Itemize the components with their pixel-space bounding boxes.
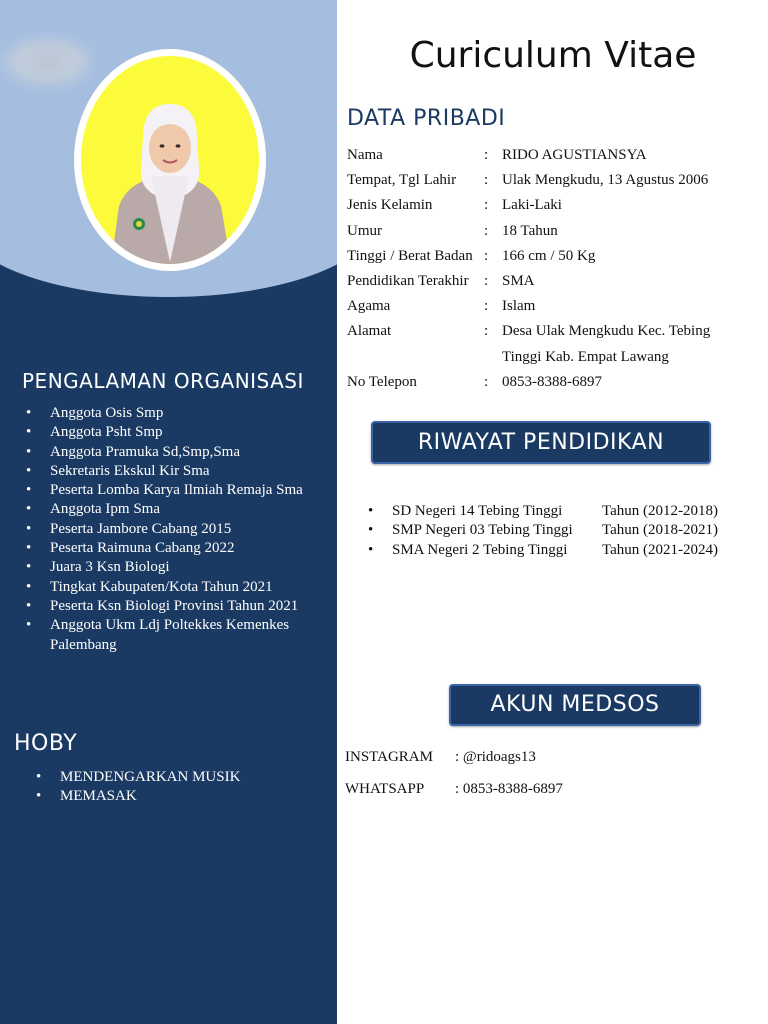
list-item: • Peserta Ksn Biologi Provinsi Tahun 2021 bbox=[22, 597, 322, 616]
data-value: 0853-8388-6897 bbox=[502, 373, 602, 390]
list-item: • Anggota Ipm Sma bbox=[22, 500, 322, 519]
medsos-table bbox=[345, 745, 563, 809]
data-separator: : bbox=[484, 323, 489, 340]
data-value: RIDO AGUSTIANSYA bbox=[502, 147, 647, 163]
riwayat-pendidikan-title: RIWAYAT PENDIDIKAN bbox=[371, 421, 711, 464]
list-item: • Anggota Pramuka Sd,Smp,Sma bbox=[22, 443, 322, 462]
data-separator: : bbox=[484, 172, 489, 189]
akun-medsos-title: AKUN MEDSOS bbox=[449, 684, 701, 726]
list-item bbox=[364, 541, 744, 560]
school-name: • SD Negeri 14 Tebing Tinggi bbox=[392, 503, 563, 519]
data-row-nama bbox=[347, 143, 747, 168]
data-separator: : bbox=[484, 298, 489, 315]
data-label: Pendidikan Terakhir bbox=[347, 273, 469, 290]
school-name: • SMP Negeri 03 Tebing Tinggi bbox=[392, 522, 573, 539]
data-value: Islam bbox=[502, 298, 536, 315]
list-item: • Peserta Raimuna Cabang 2022 bbox=[22, 539, 322, 558]
data-label: No Telepon bbox=[347, 373, 417, 390]
pendidikan-list bbox=[364, 502, 744, 560]
list-item bbox=[364, 502, 744, 521]
page-title: Curiculum Vitae bbox=[409, 35, 697, 76]
data-value: Laki-Laki bbox=[502, 197, 562, 214]
blurred-mark bbox=[0, 36, 95, 88]
list-item: • MENDENGARKAN MUSIK bbox=[32, 768, 322, 787]
medsos-value: : @ridoags13 bbox=[455, 749, 536, 765]
data-label: Alamat bbox=[347, 323, 392, 340]
data-value: Ulak Mengkudu, 13 Agustus 2006 bbox=[502, 172, 709, 189]
list-item: • Anggota Ukm Ldj Poltekkes Kemenkes Palembang bbox=[22, 616, 322, 655]
data-label: Jenis Kelamin bbox=[347, 197, 433, 214]
list-item: • Juara 3 Ksn Biologi bbox=[22, 558, 322, 577]
medsos-value: : 0853-8388-6897 bbox=[455, 781, 563, 797]
data-pribadi-table bbox=[347, 143, 747, 395]
hoby-title: HOBY bbox=[14, 731, 78, 756]
list-item: • MEMASAK bbox=[32, 787, 322, 806]
school-year: Tahun (2018-2021) bbox=[602, 522, 719, 539]
medsos-label: INSTAGRAM bbox=[345, 749, 433, 765]
list-item: • Anggota Osis Smp bbox=[22, 404, 322, 423]
medsos-label: WHATSAPP bbox=[345, 781, 425, 797]
data-value: Desa Ulak Mengkudu Kec. Tebing Tinggi Kab. Empat Lawang bbox=[502, 323, 711, 365]
organisasi-list bbox=[22, 404, 322, 655]
person-portrait-icon bbox=[81, 56, 259, 264]
list-item: • Tingkat Kabupaten/Kota Tahun 2021 bbox=[22, 578, 322, 597]
data-row-alamat bbox=[347, 319, 747, 369]
data-label: Tinggi / Berat Badan bbox=[347, 247, 473, 264]
data-separator: : bbox=[484, 373, 489, 390]
data-value: 166 cm / 50 Kg bbox=[502, 247, 596, 264]
school-name: • SMA Negeri 2 Tebing Tinggi bbox=[392, 541, 568, 558]
data-row-no-telepon bbox=[347, 370, 747, 395]
data-value: SMA bbox=[502, 273, 535, 290]
list-item: • Sekretaris Ekskul Kir Sma bbox=[22, 462, 322, 481]
data-separator: : bbox=[484, 147, 489, 163]
data-label: Tempat, Tgl Lahir bbox=[347, 172, 457, 189]
profile-photo bbox=[81, 56, 259, 264]
data-separator: : bbox=[484, 197, 489, 214]
data-label: Agama bbox=[347, 298, 391, 315]
data-separator: : bbox=[484, 273, 489, 290]
data-label: Umur bbox=[347, 222, 382, 239]
data-row-jenis-kelamin bbox=[347, 193, 747, 218]
organisasi-title: PENGALAMAN ORGANISASI bbox=[22, 369, 304, 393]
data-label: Nama bbox=[347, 147, 383, 163]
list-item: • Peserta Jambore Cabang 2015 bbox=[22, 520, 322, 539]
data-separator: : bbox=[484, 247, 489, 264]
data-row-tempat-tgl-lahir bbox=[347, 168, 747, 193]
medsos-row-instagram bbox=[345, 745, 563, 777]
list-item bbox=[364, 521, 744, 540]
medsos-row-whatsapp bbox=[345, 777, 563, 809]
data-row-tinggi-berat bbox=[347, 244, 747, 269]
school-year: Tahun (2021-2024) bbox=[602, 541, 719, 558]
data-value: 18 Tahun bbox=[502, 222, 558, 239]
left-sidebar bbox=[0, 0, 337, 1024]
list-item: • Peserta Lomba Karya Ilmiah Remaja Sma bbox=[22, 481, 322, 500]
school-year: Tahun (2012-2018) bbox=[602, 503, 719, 519]
data-row-pendidikan-terakhir bbox=[347, 269, 747, 294]
list-item: • Anggota Psht Smp bbox=[22, 423, 322, 442]
data-row-umur bbox=[347, 219, 747, 244]
data-separator: : bbox=[484, 222, 489, 239]
photo-frame bbox=[74, 49, 266, 271]
data-row-agama bbox=[347, 294, 747, 319]
data-pribadi-title: DATA PRIBADI bbox=[347, 106, 506, 131]
hoby-list bbox=[32, 768, 322, 807]
